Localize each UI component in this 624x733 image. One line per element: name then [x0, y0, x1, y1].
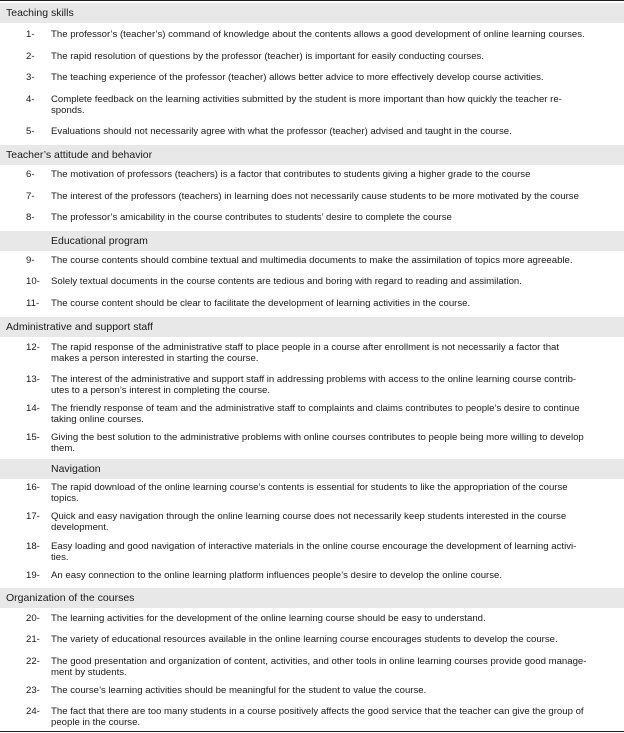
item-text: Giving the best solution to the administrative problems with online courses contributes to people being more willing to develop [51, 432, 584, 443]
item-number: 1- [26, 29, 35, 40]
item-number: 18- [26, 541, 40, 552]
item-text: The professor’s (teacher’s) command of knowledge about the contents allows a good development of online learning courses. [51, 29, 585, 40]
item-number: 14- [26, 403, 40, 414]
item-text: Solely textual documents in the course contents are tedious and boring with regard to reading and assimilation. [51, 276, 522, 287]
item-text: The variety of educational resources available in the online learning course encourages students to develop the course. [51, 634, 558, 645]
item-number: 6- [26, 169, 35, 180]
item-text-continuation: sponds. [51, 105, 85, 116]
item-text: Complete feedback on the learning activities submitted by the student is more important than how quickly the teacher re- [51, 94, 562, 105]
section-header-educational-program: Educational program [0, 231, 624, 251]
item-text: The learning activities for the development of the online learning course should be easy to understand. [51, 613, 486, 624]
item-text-continuation: topics. [51, 493, 79, 504]
item-number: 9- [26, 255, 35, 266]
item-text: The friendly response of team and the administrative staff to complaints and claims contributes to people’s desire to continue [51, 403, 580, 414]
item-number: 4- [26, 94, 35, 105]
section-header-organization: Organization of the courses [0, 588, 624, 608]
item-text: The course’s learning activities should be meaningful for the student to value the course. [51, 685, 427, 696]
item-text: The course contents should combine textual and multimedia documents to make the assimilation of topics more agreeable. [51, 255, 573, 266]
item-text: The rapid resolution of questions by the professor (teacher) is important for easily conducting courses. [51, 51, 485, 62]
item-text-continuation: ties. [51, 552, 69, 563]
item-number: 7- [26, 191, 35, 202]
item-number: 2- [26, 51, 35, 62]
item-number: 13- [26, 374, 40, 385]
item-number: 16- [26, 482, 40, 493]
section-header-administrative-staff: Administrative and support staff [0, 317, 624, 337]
item-text-continuation: taking online courses. [51, 414, 144, 425]
item-text: The rapid response of the administrative staff to place people in a course after enrollment is not necessarily a factor that [51, 342, 560, 353]
item-text: Quick and easy navigation through the online learning course does not necessarily keep students interested in the course [51, 511, 567, 522]
item-number: 10- [26, 276, 40, 287]
item-text: The course content should be clear to facilitate the development of learning activities in the course. [51, 298, 471, 309]
section-header-navigation: Navigation [0, 459, 624, 479]
item-number: 23- [26, 685, 40, 696]
item-text: The interest of the administrative and support staff in addressing problems with access to the online learning course contrib- [51, 374, 577, 385]
item-text: The interest of the professors (teachers) in learning does not necessarily cause students to be more motivated by the course [51, 191, 579, 202]
table-bottom-rule [0, 731, 624, 732]
item-number: 21- [26, 634, 40, 645]
item-text: The professor’s amicability in the course contributes to students’ desire to complete the course [51, 212, 452, 223]
item-number: 8- [26, 212, 35, 223]
item-text: An easy connection to the online learning platform influences people’s desire to develop the online course. [51, 570, 503, 581]
item-text: The teaching experience of the professor (teacher) allows better advice to more effectively develop course activities. [51, 72, 544, 83]
item-text: Easy loading and good navigation of interactive materials in the online course encourage the development of learning activi- [51, 541, 577, 552]
item-number: 20- [26, 613, 40, 624]
item-text: The good presentation and organization of content, activities, and other tools in online learning courses provide good manage- [51, 656, 587, 667]
item-text: The rapid download of the online learning course’s contents is essential for students to like the appropriation of the course [51, 482, 568, 493]
section-header-teaching-skills: Teaching skills [0, 3, 624, 23]
item-text-continuation: them. [51, 443, 75, 454]
item-text-continuation: development. [51, 522, 109, 533]
item-text-continuation: ment by students. [51, 667, 127, 678]
item-text: The motivation of professors (teachers) is a factor that contributes to students giving a higher grade to the course [51, 169, 531, 180]
section-header-teacher-attitude: Teacher’s attitude and behavior [0, 145, 624, 165]
table-top-rule [0, 0, 624, 1]
item-text-continuation: people in the course. [51, 717, 141, 728]
item-number: 11- [26, 298, 40, 309]
item-text-continuation: makes a person interested in starting the course. [51, 353, 259, 364]
item-text: The fact that there are too many students in a course positively affects the good service that the teacher can give the group of [51, 706, 584, 717]
item-number: 17- [26, 511, 40, 522]
item-number: 12- [26, 342, 40, 353]
item-number: 22- [26, 656, 40, 667]
item-number: 5- [26, 126, 35, 137]
item-number: 24- [26, 706, 40, 717]
item-text-continuation: utes to a person’s interest in completing the course. [51, 385, 271, 396]
item-number: 15- [26, 432, 40, 443]
item-number: 3- [26, 72, 35, 83]
item-number: 19- [26, 570, 40, 581]
item-text: Evaluations should not necessarily agree with what the professor (teacher) advised and taught in the course. [51, 126, 512, 137]
